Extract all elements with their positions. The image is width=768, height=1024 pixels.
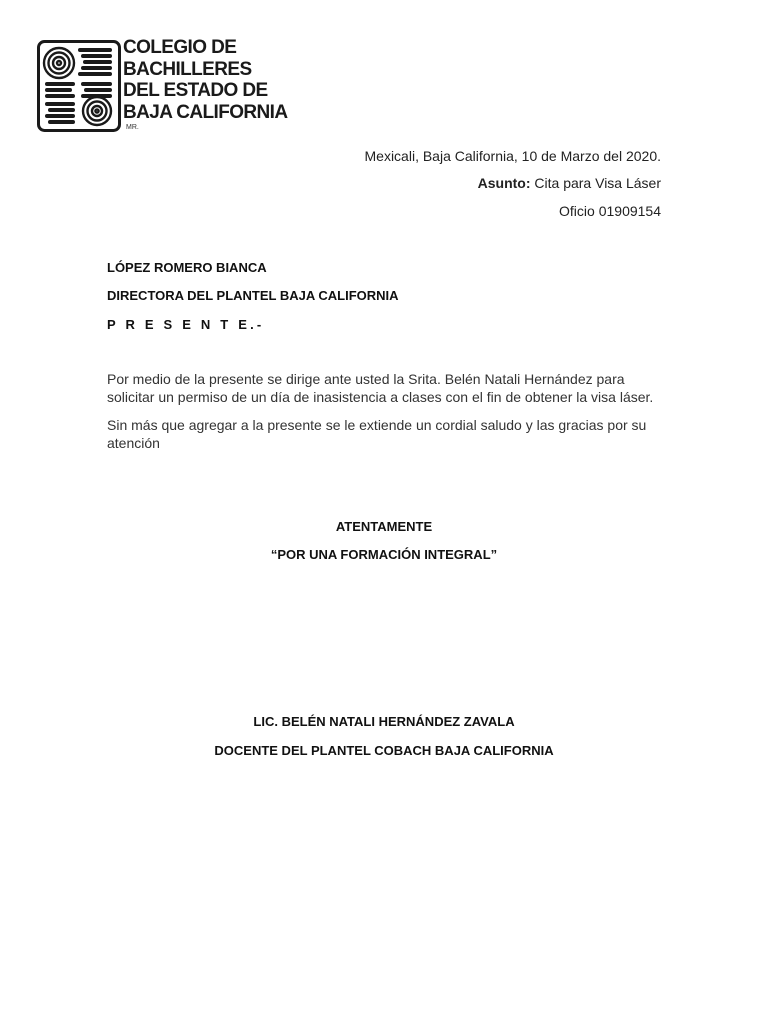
cobach-emblem-icon (37, 40, 121, 132)
institution-name-line: DEL ESTADO DE (123, 80, 268, 101)
recipient-title: DIRECTORA DEL PLANTEL BAJA CALIFORNIA (107, 288, 399, 303)
place-and-date: Mexicali, Baja California, 10 de Marzo del 2020. (364, 148, 661, 164)
body-paragraph: Sin más que agregar a la presente se le extiende un cordial saludo y las gracias por su atención (107, 417, 647, 451)
institution-name (123, 37, 287, 123)
institution-name-line: COLEGIO DE (123, 37, 237, 58)
presente-salutation: P R E S E N T E.- (107, 317, 265, 332)
signer-name: LIC. BELÉN NATALI HERNÁNDEZ ZAVALA (253, 714, 515, 729)
body-paragraph: Por medio de la presente se dirige ante usted la Srita. Belén Natali Hernández para solicitar un permiso de un día de inasistencia a clases con el fin de obtener la visa láser. (107, 371, 654, 405)
subject-value: Cita para Visa Láser (534, 175, 661, 191)
subject-line (478, 174, 661, 192)
oficio-number: Oficio 01909154 (559, 203, 661, 219)
institution-logo (37, 37, 297, 136)
subject-label: Asunto: (477, 175, 531, 191)
closing-motto: “POR UNA FORMACIÓN INTEGRAL” (270, 547, 498, 562)
trademark-mark: MR. (126, 124, 139, 131)
closing-atentamente: ATENTAMENTE (335, 519, 433, 534)
institution-name-line: BAJA CALIFORNIA (123, 101, 288, 123)
recipient-name: LÓPEZ ROMERO BIANCA (107, 260, 267, 275)
signer-title: DOCENTE DEL PLANTEL COBACH BAJA CALIFORNIA (214, 743, 554, 758)
institution-name-line: BACHILLERES (123, 58, 252, 80)
